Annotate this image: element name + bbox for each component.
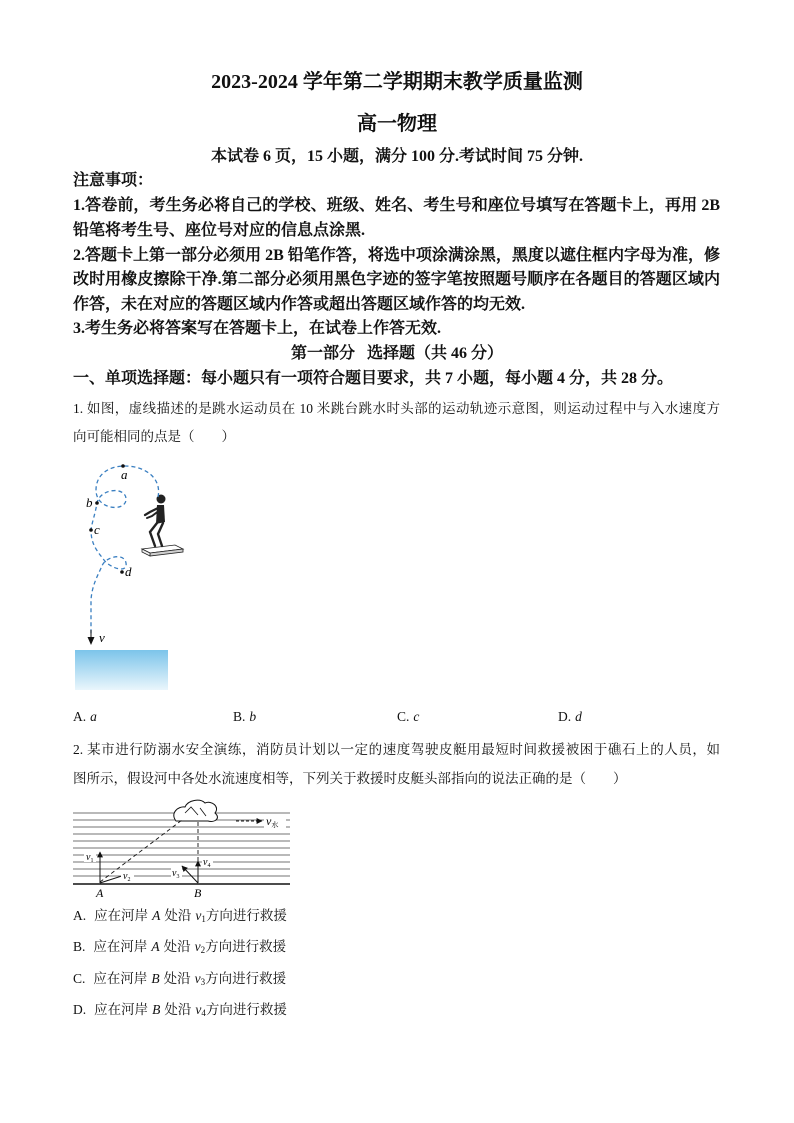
option-text: 方向进行救援 xyxy=(205,1002,287,1017)
option-vector: v xyxy=(195,908,202,923)
velocity-label: v xyxy=(99,630,105,645)
diver-figure xyxy=(145,495,166,547)
point-c-dot xyxy=(89,528,93,532)
option-text: 处沿 xyxy=(163,971,191,986)
point-d-dot xyxy=(120,570,124,574)
option-text: 应在河岸 xyxy=(93,939,148,954)
option-text: 处沿 xyxy=(164,1002,192,1017)
question-1-text: 向可能相同的点是（ ） xyxy=(73,429,235,444)
water-surface xyxy=(75,650,168,690)
point-b-dot xyxy=(95,501,99,505)
vector-v3-arrow xyxy=(182,866,198,883)
option-c xyxy=(397,708,419,726)
exam-title: 2023-2024 学年第二学期期末教学质量监测 xyxy=(211,71,583,93)
option-label: C. xyxy=(73,971,86,986)
option-vector-sub: 4 xyxy=(201,1008,206,1018)
option-vector: v xyxy=(195,1002,202,1017)
notes-line: 作答，未在对应的答题区域内作答或超出答题区域作答的均无效. xyxy=(73,296,526,313)
option-bank: A xyxy=(152,908,161,923)
option-text: 应在河岸 xyxy=(94,1002,149,1017)
part-heading: 第一部分 选择题（共 46 分） xyxy=(290,345,503,362)
option-bank: B xyxy=(151,971,160,986)
option-d xyxy=(73,1001,287,1019)
option-vector-sub: 3 xyxy=(200,977,206,987)
vector-v3-label: $v_3$ xyxy=(172,868,180,880)
diving-trajectory-figure xyxy=(70,455,190,695)
water-velocity-label: v水 xyxy=(266,814,279,829)
notes-line: 1.答卷前，考生务必将自己的学校、班级、姓名、考生号和座位号填写在答题卡上，再用 2B xyxy=(73,197,720,214)
river-lines xyxy=(73,813,290,876)
notes-line: 改时用橡皮擦除干净.第二部分必须用黑色字迹的签字笔按照题号顺序在各题目的答题区域内 xyxy=(73,271,720,288)
option-value: d xyxy=(575,709,582,724)
question-2-text: 2. 某市进行防溺水安全演练，消防员计划以一定的速度驾驶皮艇用最短时间救援被困于礁石上的人员，如 xyxy=(73,742,720,757)
option-text: 处沿 xyxy=(163,939,191,954)
option-vector: v xyxy=(194,939,201,954)
option-text: 方向进行救援 xyxy=(205,939,287,954)
point-a-label: a xyxy=(121,467,128,482)
notes-line: 2.答题卡上第一部分必须用 2B 铅笔作答，将选中项涂满涂黑，黑度以遮住框内字母为准，修 xyxy=(73,247,720,264)
option-label: B. xyxy=(233,709,246,724)
option-d xyxy=(558,708,582,726)
option-value: c xyxy=(413,709,420,724)
option-text: 处沿 xyxy=(164,908,192,923)
option-label: C. xyxy=(397,709,410,724)
option-a xyxy=(73,708,97,726)
notes-line: 3.考生务必将答案写在答题卡上，在试卷上作答无效. xyxy=(73,320,442,337)
question-2-text: 图所示，假设河中各处水流速度相等，下列关于救援时皮艇头部指向的说法正确的是（ ） xyxy=(73,771,627,786)
path-a-to-rock xyxy=(100,820,182,882)
exam-info: 本试卷 6 页，15 小题，满分 100 分.考试时间 75 分钟. xyxy=(210,148,583,165)
point-b-label: b xyxy=(86,495,93,510)
point-c-label: c xyxy=(94,522,100,537)
option-label: A. xyxy=(73,709,87,724)
option-label: D. xyxy=(558,709,572,724)
option-a xyxy=(73,907,287,925)
option-b xyxy=(233,708,256,726)
notes-heading: 注意事项： xyxy=(73,172,154,189)
option-label: A. xyxy=(73,908,87,923)
point-d-label: d xyxy=(125,564,132,579)
arrowhead-icon xyxy=(88,637,95,645)
option-vector: v xyxy=(194,971,201,986)
option-text: 应在河岸 xyxy=(93,971,148,986)
exam-subject: 高一物理 xyxy=(357,113,437,135)
vector-v2-label: $v_2$ xyxy=(123,871,131,883)
question-1-text: 1. 如图，虚线描述的是跳水运动员在 10 米跳台跳水时头部的运动轨迹示意图，则运动过程中与入水速度方 xyxy=(73,401,720,416)
option-vector-sub: 2 xyxy=(200,945,206,955)
option-value: a xyxy=(90,709,97,724)
option-bank: B xyxy=(152,1002,161,1017)
option-c xyxy=(73,970,286,988)
option-b xyxy=(73,938,286,956)
option-value: b xyxy=(249,709,257,724)
option-bank: A xyxy=(151,939,160,954)
river-rescue-figure xyxy=(70,796,296,902)
notes-line: 铅笔将考生号、座位号对应的信息点涂黑. xyxy=(73,222,366,239)
option-text: 应在河岸 xyxy=(94,908,149,923)
vector-v1-label: $v_1$ xyxy=(86,852,94,864)
option-vector-sub: 1 xyxy=(201,914,206,924)
option-text: 方向进行救援 xyxy=(205,971,287,986)
point-a-label: A xyxy=(96,886,104,900)
point-b-label: B xyxy=(194,886,202,900)
option-label: B. xyxy=(73,939,86,954)
vector-v4-label: $v_4$ xyxy=(203,857,211,869)
option-text: 方向进行救援 xyxy=(205,908,287,923)
option-label: D. xyxy=(73,1002,87,1017)
rock-icon xyxy=(174,800,218,821)
section-heading: 一、单项选择题：每小题只有一项符合题目要求，共 7 小题，每小题 4 分，共 28 分。 xyxy=(73,370,674,387)
